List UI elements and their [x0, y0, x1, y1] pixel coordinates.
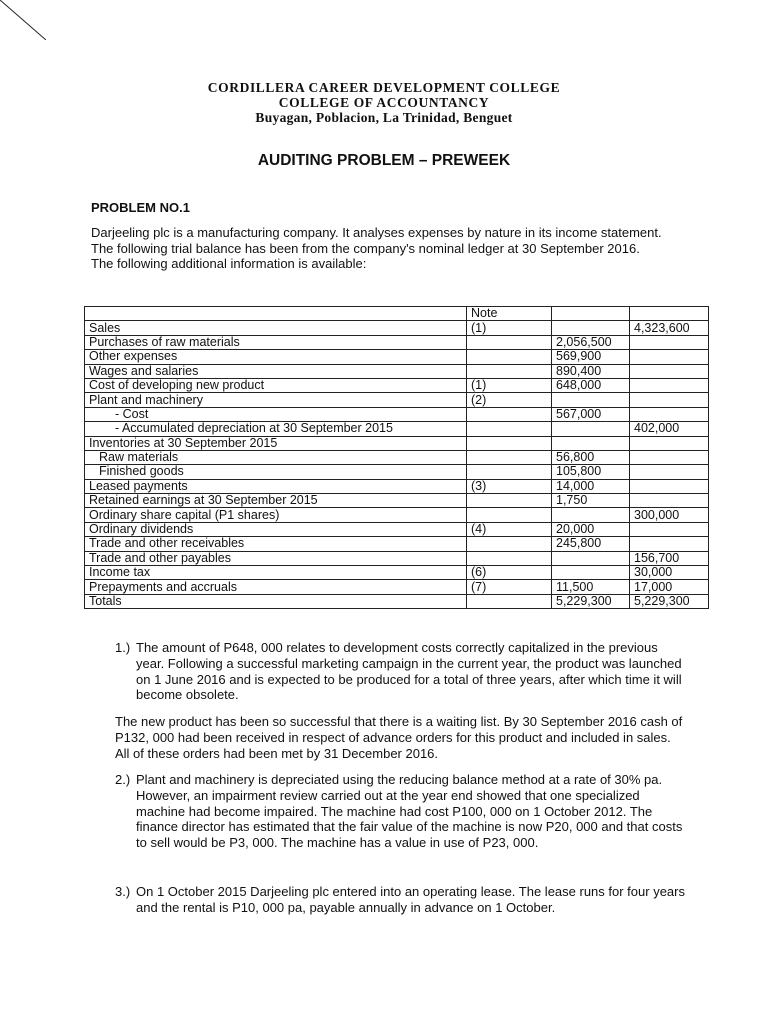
- row-credit: 300,000: [630, 508, 709, 522]
- row-note: (3): [467, 479, 552, 493]
- row-debit: 5,229,300: [552, 594, 630, 608]
- page-corner-line: [0, 0, 46, 40]
- note-3-text: On 1 October 2015 Darjeeling plc entered into an operating lease. The lease runs for four years and the rental is P10, 000 pa, payable annually in advance on 1 October.: [136, 884, 685, 915]
- row-item: Retained earnings at 30 September 2015: [85, 494, 467, 508]
- row-debit: [552, 393, 630, 407]
- row-item: Raw materials: [85, 450, 467, 464]
- row-note: (1): [467, 321, 552, 335]
- row-item: Cost of developing new product: [85, 378, 467, 392]
- row-credit: [630, 407, 709, 421]
- row-credit: [630, 436, 709, 450]
- row-debit: [552, 436, 630, 450]
- table-row: [85, 321, 709, 335]
- row-item: Ordinary dividends: [85, 522, 467, 536]
- table-row: [85, 450, 709, 464]
- row-note: (6): [467, 566, 552, 580]
- table-row: [85, 407, 709, 421]
- row-credit: 4,323,600: [630, 321, 709, 335]
- row-item: Finished goods: [85, 465, 467, 479]
- table-row: [85, 566, 709, 580]
- row-credit: [630, 450, 709, 464]
- note-2: [115, 772, 685, 851]
- row-debit: 890,400: [552, 364, 630, 378]
- row-item: Trade and other receivables: [85, 537, 467, 551]
- row-note: [467, 450, 552, 464]
- table-row: [85, 393, 709, 407]
- row-note: [467, 551, 552, 565]
- row-note: [467, 508, 552, 522]
- row-credit: [630, 364, 709, 378]
- table-row: [85, 465, 709, 479]
- row-note: [467, 436, 552, 450]
- table-row: [85, 350, 709, 364]
- problem-intro: [91, 225, 691, 272]
- row-credit: [630, 378, 709, 392]
- row-credit: [630, 465, 709, 479]
- row-credit: [630, 393, 709, 407]
- row-note: [467, 494, 552, 508]
- note-1-text: The amount of P648, 000 relates to development costs correctly capitalized in the previous year. Following a successful marketing campaign in the current year, the product was launched on 1 June 2016 and is expected to be produced for a total of three years, after which time it will become obsolete.: [136, 640, 682, 703]
- table-row: [85, 551, 709, 565]
- row-note: (2): [467, 393, 552, 407]
- note-3: [115, 884, 685, 916]
- table-row: [85, 580, 709, 594]
- row-item: Purchases of raw materials: [85, 335, 467, 349]
- row-credit: 30,000: [630, 566, 709, 580]
- row-note: [467, 594, 552, 608]
- note-1-number: 1.): [115, 640, 131, 655]
- row-debit: 11,500: [552, 580, 630, 594]
- table-row: [85, 479, 709, 493]
- note-3-number: 3.): [115, 884, 131, 899]
- row-item: Income tax: [85, 566, 467, 580]
- row-note: [467, 537, 552, 551]
- row-note: [467, 350, 552, 364]
- row-credit: [630, 335, 709, 349]
- header-note: Note: [467, 307, 552, 321]
- department-name: COLLEGE OF ACCOUNTANCY: [278, 95, 490, 110]
- table-row: [85, 422, 709, 436]
- row-credit: 17,000: [630, 580, 709, 594]
- note-2-text: Plant and machinery is depreciated using the reducing balance method at a rate of 30% pa. However, an impairment review carried out at the year end showed that one specialized machine had become impaired. The machine had cost P100, 000 on 1 October 2012. The finance director has estimated that the fair value of the machine is now P20, 000 and that costs to sell would be P3, 000. The machine has a value in use of P23, 000.: [136, 772, 683, 851]
- row-debit: [552, 321, 630, 335]
- row-debit: 14,000: [552, 479, 630, 493]
- page-title: AUDITING PROBLEM – PREWEEK: [257, 152, 511, 169]
- row-debit: 20,000: [552, 522, 630, 536]
- row-credit: [630, 479, 709, 493]
- table-row: [85, 335, 709, 349]
- table-row: [85, 522, 709, 536]
- note-1-paragraph: The new product has been so successful that there is a waiting list. By 30 September 2016 cash of P132, 000 had been received in respect of advance orders for this product and included in sales. All of these orders had been met by 31 December 2016.: [115, 714, 683, 761]
- row-debit: 245,800: [552, 537, 630, 551]
- intro-line-2: The following trial balance has been from the company's nominal ledger at 30 September 2016.: [91, 240, 640, 256]
- row-item: Prepayments and accruals: [85, 580, 467, 594]
- note-1: [115, 640, 685, 703]
- intro-line-3: The following additional information is available:: [91, 256, 367, 271]
- row-debit: 1,750: [552, 494, 630, 508]
- row-note: [467, 407, 552, 421]
- row-debit: 2,056,500: [552, 335, 630, 349]
- row-credit: [630, 350, 709, 364]
- header-debit: [552, 307, 630, 321]
- row-debit: [552, 566, 630, 580]
- row-note: [467, 364, 552, 378]
- row-note: (4): [467, 522, 552, 536]
- intro-line-1: Darjeeling plc is a manufacturing company. It analyses expenses by nature in its income statement.: [91, 225, 662, 240]
- header-credit: [630, 307, 709, 321]
- table-row: [85, 537, 709, 551]
- row-debit: [552, 508, 630, 522]
- row-debit: 648,000: [552, 378, 630, 392]
- table-row: [85, 594, 709, 608]
- row-note: (1): [467, 378, 552, 392]
- row-credit: [630, 537, 709, 551]
- table-header-row: [85, 307, 709, 321]
- row-credit: 402,000: [630, 422, 709, 436]
- table-row: [85, 494, 709, 508]
- note-2-number: 2.): [115, 772, 131, 787]
- row-item: Wages and salaries: [85, 364, 467, 378]
- row-item: Plant and machinery: [85, 393, 467, 407]
- row-note: [467, 335, 552, 349]
- row-note: [467, 465, 552, 479]
- college-address: Buyagan, Poblacion, La Trinidad, Benguet: [255, 110, 513, 125]
- row-item: - Accumulated depreciation at 30 September 2015: [85, 422, 467, 436]
- row-debit: 105,800: [552, 465, 630, 479]
- row-debit: [552, 422, 630, 436]
- college-name: CORDILLERA CAREER DEVELOPMENT COLLEGE: [207, 80, 561, 95]
- row-credit: [630, 522, 709, 536]
- row-debit: 567,000: [552, 407, 630, 421]
- row-debit: 56,800: [552, 450, 630, 464]
- row-credit: 156,700: [630, 551, 709, 565]
- row-item: Other expenses: [85, 350, 467, 364]
- row-item: Ordinary share capital (P1 shares): [85, 508, 467, 522]
- row-note: [467, 422, 552, 436]
- table-row: [85, 436, 709, 450]
- row-item: - Cost: [85, 407, 467, 421]
- row-item: Leased payments: [85, 479, 467, 493]
- row-credit: 5,229,300: [630, 594, 709, 608]
- row-credit: [630, 494, 709, 508]
- row-item: Inventories at 30 September 2015: [85, 436, 467, 450]
- row-item: Sales: [85, 321, 467, 335]
- table-row: [85, 508, 709, 522]
- table-row: [85, 364, 709, 378]
- trial-balance-table: [84, 306, 709, 609]
- problem-label: PROBLEM NO.1: [91, 200, 190, 215]
- table-row: [85, 378, 709, 392]
- row-item: Trade and other payables: [85, 551, 467, 565]
- row-item: Totals: [85, 594, 467, 608]
- row-debit: 569,900: [552, 350, 630, 364]
- row-note: (7): [467, 580, 552, 594]
- row-debit: [552, 551, 630, 565]
- header-item: [85, 307, 467, 321]
